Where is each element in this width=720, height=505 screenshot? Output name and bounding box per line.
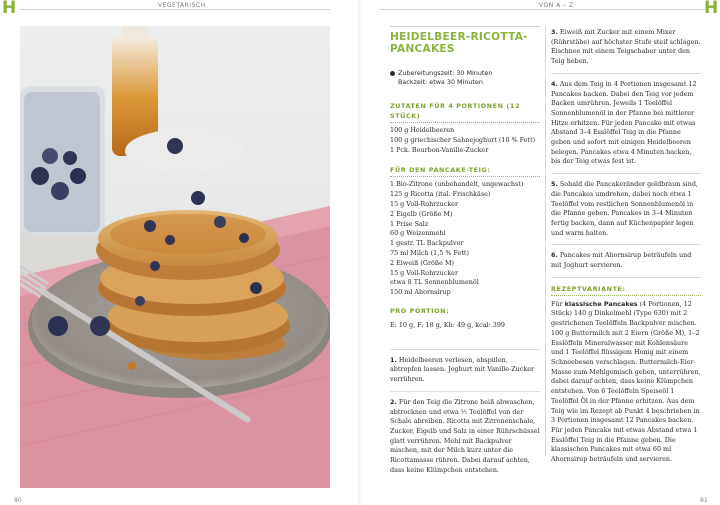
- step-number: 2.: [390, 397, 397, 406]
- step-number: 3.: [551, 28, 558, 36]
- step-5: [551, 180, 701, 238]
- step-6: [551, 251, 701, 270]
- step-number: 5.: [551, 180, 558, 189]
- timing-info: [390, 69, 540, 87]
- ingredient-item: 100 g Heidelbeeren: [390, 126, 455, 134]
- page-number-right: 81: [700, 497, 708, 504]
- ingredient-item: etwa 8 TL Sonnenblumenöl: [390, 278, 479, 287]
- recipe-title-line1: HEIDELBEER-RICOTTA-: [390, 31, 528, 43]
- running-header: VON A – Z: [536, 2, 577, 9]
- ingredient-item: 75 ml Milch (1,5 % Fett): [390, 248, 469, 257]
- step-text: Heidelbeeren verlesen, abspülen, abtropfen lassen. Joghurt mit Vanille-Zucker verrühren.: [390, 355, 535, 384]
- step-number: 4.: [551, 79, 558, 88]
- step-text: Eiweiß mit Zucker mit einem Mixer (Rührstäbe) auf höchster Stufe steif schlagen. Eischnee mit einem Teigschaber unter den Teig heben.: [551, 28, 701, 66]
- step-divider: [390, 391, 540, 392]
- step-divider: [551, 277, 701, 278]
- ingredient-item: 15 g Voll-Rohrzucker: [390, 199, 459, 208]
- dough-list: [390, 180, 540, 298]
- recipe-photo: [20, 26, 330, 488]
- variant-text: [551, 300, 701, 465]
- ingredient-item: 125 g Ricotta (ital. Frischkäse): [390, 190, 491, 199]
- ingredients-list: [390, 126, 540, 155]
- variant-lead-pre: Für: [551, 299, 565, 308]
- running-header: VEGETARISCH: [155, 2, 209, 9]
- header-rule: [380, 9, 705, 10]
- step-divider: [390, 349, 540, 350]
- step-text: Pancakes mit Ahornsirup beträufeln und mit Joghurt servieren.: [551, 251, 692, 270]
- step-number: 6.: [551, 251, 558, 260]
- variant-heading: REZEPTVARIANTE:: [551, 284, 701, 296]
- ingredient-item: 1 Prise Salz: [390, 219, 429, 228]
- variant-body: (4 Portionen, 12 Stück) 140 g Dinkelmehl (Type 630) mit 2 gestrichenen Teelöffeln Backpulver mischen. 100 g Buttermilch mit 2 Eiern (Größe M), 1–2 Esslöffeln Mineralwasser mit Kohlensäure und 1 Teelöffel flüssigem Honig mit einem Schneebesen verschlagen. Buttermilch-Eier-Masse zum Mehlgemisch geben, unterrühren, dabei darauf achten, dass keine Klümpchen entstehen. Von 6 Teelöffeln Speiseöl 1 Teelöffel Öl in der Pfanne erhitzen. Aus dem Teig wie im Rezept ab Punkt 4 beschrieben in 3 Portionen insgesamt 12 Pancakes backen. Für jeden Pancake mit etwas Abstand etwa 1 Esslöffel Teig in die Pfanne geben. Die klassischen Pancakes mit etwa 60 ml Ahornsirup beträufeln und servieren.: [551, 299, 701, 464]
- ingredient-item: 15 g Voll-Rohrzucker: [390, 268, 459, 277]
- ingredient-item: 1 gestr. TL Backpulver: [390, 239, 464, 248]
- clock-icon: [390, 71, 395, 76]
- step-3: [551, 28, 701, 67]
- ingredient-item: 1 Pck. Bourbon-Vanille-Zucker: [390, 145, 489, 154]
- recipe-title-line2: PANCAKES: [390, 43, 455, 55]
- dough-heading: FÜR DEN PANCAKE-TEIG:: [390, 165, 540, 177]
- ingredients-heading: ZUTATEN FÜR 4 PORTIONEN (12 STÜCK): [390, 101, 540, 123]
- step-2: [390, 398, 540, 476]
- portion-heading: PRO PORTION:: [390, 306, 450, 315]
- section-tab-letter: H: [704, 0, 719, 18]
- section-tab-letter: H: [2, 0, 17, 18]
- recipe-title: [390, 31, 540, 55]
- ingredient-item: 1 Bio-Zitrone (unbehandelt, ungewachst): [390, 180, 524, 189]
- prep-time: Zubereitungszeit: 30 Minuten: [398, 69, 493, 77]
- ingredient-item: 2 Eiweiß (Größe M): [390, 258, 455, 267]
- column-divider: [545, 26, 546, 456]
- nutrition-info: E: 10 g, F: 18 g, Kh: 49 g, kcal: 399: [390, 320, 505, 329]
- ingredient-item: 150 ml Ahornsirup: [390, 288, 451, 297]
- step-divider: [551, 173, 701, 174]
- ingredient-item: 100 g griechischer Sahnejoghurt (10 % Fett): [390, 135, 536, 144]
- variant-lead-bold: klassische Pancakes: [564, 299, 638, 308]
- header-rule: [20, 9, 330, 10]
- step-1: [390, 356, 540, 385]
- ingredient-item: 60 g Weizenmehl: [390, 229, 446, 238]
- bake-time: Backzeit: etwa 30 Minuten: [398, 78, 483, 86]
- recipe-column-right: [551, 26, 701, 465]
- step-text: Für den Teig die Zitrone heiß abwaschen, abtrocknen und etwa ½ Teelöffel von der Schale abreiben. Ricotta mit Zitronenschale, Zucker, Eigelb und Salz in einer Rührschüssel glatt verrühren. Mehl mit Backpulver mischen, mit der Milch kurz unter die Ricottamasse rühren. Dabei darauf achten, dass keine Klümpchen entstehen.: [390, 397, 540, 474]
- step-divider: [551, 73, 701, 74]
- recipe-column-left: [390, 26, 540, 475]
- step-text: Aus dem Teig in 4 Portionen insgesamt 12 Pancakes backen. Dabei den Teig vor jedem Backen umrühren. Jeweils 1 Teelöffel Sonnenblumenöl in der Pfanne bei mittlerer Hitze erhitzen. Für jeden Pancake mit etwas Abstand 3–4 Esslöffel Teig in die Pfanne geben und sofort mit einigen Heidelbeeren belegen. Pancakes etwa 4 Minuten backen, bis der Teig etwas fest ist.: [551, 79, 697, 166]
- step-divider: [551, 244, 701, 245]
- step-4: [551, 80, 701, 167]
- ingredient-item: 2 Eigelb (Größe M): [390, 209, 453, 218]
- step-number: 1.: [390, 355, 397, 364]
- step-text: Sobald die Pancakeränder goldbraun sind, die Pancakes umdrehen, dabei noch etwa 1 Teelöffel vom restlichen Sonnenblumenöl in die Pfanne geben. Pancakes in 3–4 Minuten fertig backen, dann auf Küchenpapier legen und warm halten.: [551, 180, 698, 237]
- page-number-left: 80: [14, 497, 22, 504]
